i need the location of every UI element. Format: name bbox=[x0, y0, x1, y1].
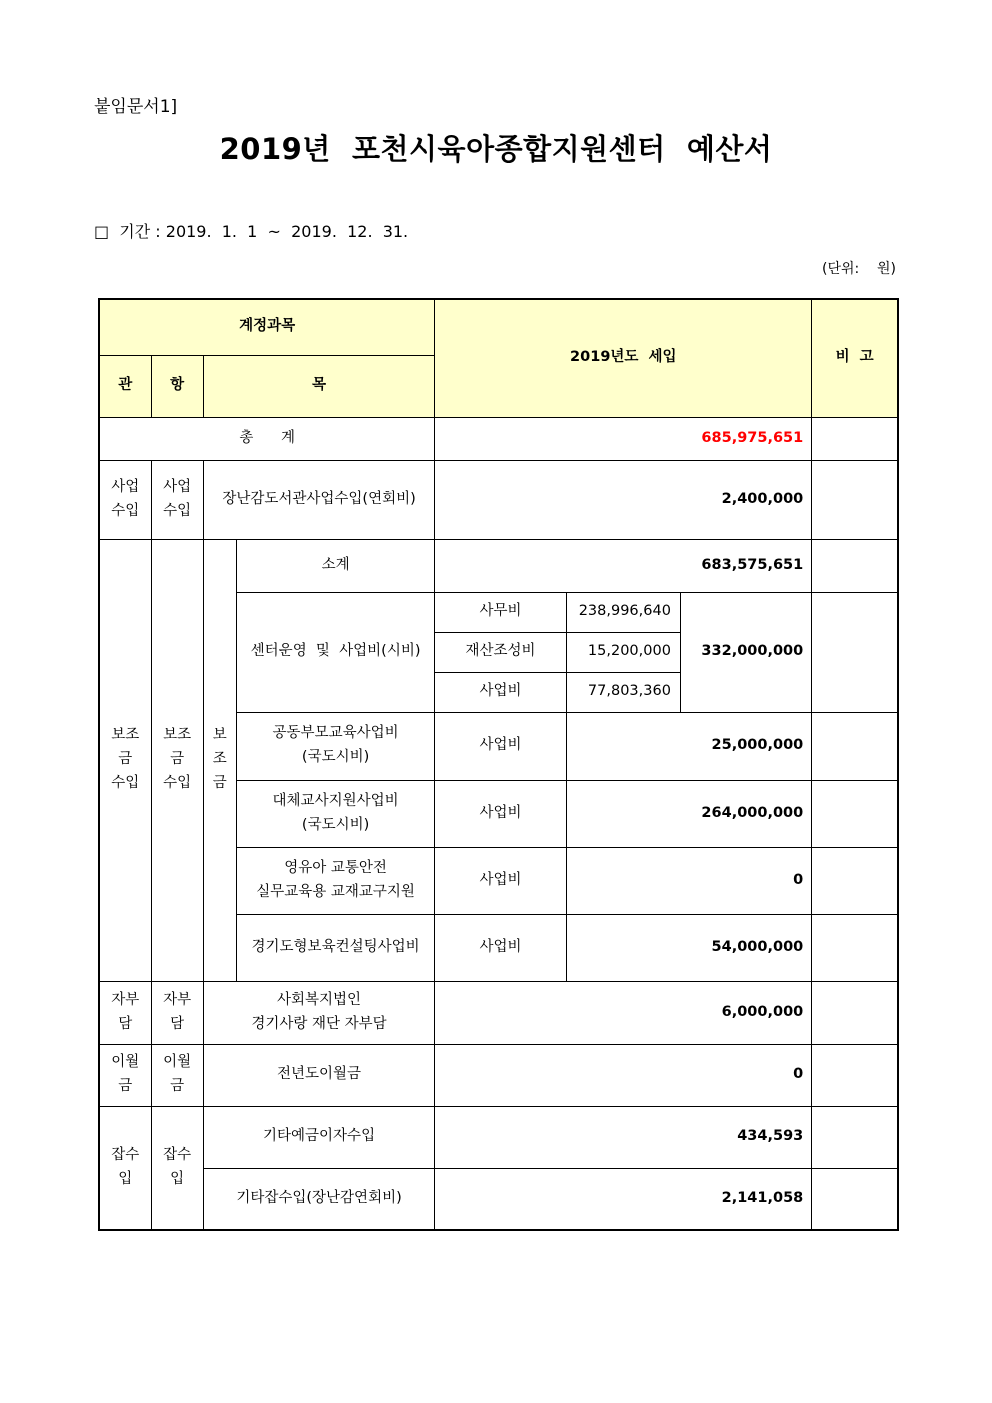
subsidy-subtotal-label: 소계 bbox=[236, 539, 435, 592]
carry-value: 0 bbox=[435, 1044, 812, 1106]
carry-mok: 전년도이월금 bbox=[203, 1044, 435, 1106]
misc-mok: 기타잡수입(장난감연회비) bbox=[203, 1168, 435, 1230]
subsidy-row-label: 경기도형보육컨설팅사업비 bbox=[236, 914, 435, 981]
subsidy-row-type: 사업비 bbox=[435, 914, 566, 981]
subsidy-subtotal-remark bbox=[812, 539, 898, 592]
header-revenue: 2019년도 세입 bbox=[435, 299, 812, 417]
subsidy-row-label: 대체교사지원사업비 (국도시비) bbox=[236, 780, 435, 847]
subsidy-gwan: 보조 금 수입 bbox=[99, 539, 151, 981]
center-item-value: 77,803,360 bbox=[566, 672, 680, 712]
subsidy-row-value: 54,000,000 bbox=[566, 914, 812, 981]
subsidy-row-type: 사업비 bbox=[435, 712, 566, 780]
subsidy-row-remark bbox=[812, 847, 898, 914]
subsidy-hang: 보조 금 수입 bbox=[151, 539, 203, 981]
subsidy-row-type: 사업비 bbox=[435, 780, 566, 847]
subsidy-row-value: 25,000,000 bbox=[566, 712, 812, 780]
misc-value: 2,141,058 bbox=[435, 1168, 812, 1230]
self-mok: 사회복지법인 경기사랑 재단 자부담 bbox=[203, 981, 435, 1044]
carry-hang: 이월 금 bbox=[151, 1044, 203, 1106]
subsidy-subtotal-value: 683,575,651 bbox=[435, 539, 812, 592]
budget-table bbox=[98, 298, 899, 1231]
header-mok: 목 bbox=[203, 355, 435, 417]
business-mok: 장난감도서관사업수입(연회비) bbox=[203, 460, 435, 539]
misc-value: 434,593 bbox=[435, 1106, 812, 1168]
header-gwan: 관 bbox=[99, 355, 151, 417]
subsidy-row-remark bbox=[812, 780, 898, 847]
business-hang: 사업 수입 bbox=[151, 460, 203, 539]
subsidy-row-value: 0 bbox=[566, 847, 812, 914]
total-value: 685,975,651 bbox=[435, 417, 812, 460]
center-item-name: 재산조성비 bbox=[435, 632, 566, 672]
unit-label: (단위: 원) bbox=[821, 261, 896, 277]
subsidy-row-label: 영유아 교통안전 실무교육용 교재교구지원 bbox=[236, 847, 435, 914]
carry-remark bbox=[812, 1044, 898, 1106]
business-gwan: 사업 수입 bbox=[99, 460, 151, 539]
self-remark bbox=[812, 981, 898, 1044]
business-value: 2,400,000 bbox=[435, 460, 812, 539]
total-label: 총 계 bbox=[99, 417, 435, 460]
center-item-value: 238,996,640 bbox=[566, 592, 680, 632]
self-value: 6,000,000 bbox=[435, 981, 812, 1044]
subsidy-row-remark bbox=[812, 712, 898, 780]
center-remark bbox=[812, 592, 898, 712]
budget-period: □ 기간 : 2019. 1. 1 ~ 2019. 12. 31. bbox=[94, 222, 409, 241]
misc-gwan: 잡수 입 bbox=[99, 1106, 151, 1230]
misc-hang: 잡수 입 bbox=[151, 1106, 203, 1230]
self-gwan: 자부 담 bbox=[99, 981, 151, 1044]
subsidy-row-label: 공동부모교육사업비 (국도시비) bbox=[236, 712, 435, 780]
center-label: 센터운영 및 사업비(시비) bbox=[236, 592, 435, 712]
subsidy-row-type: 사업비 bbox=[435, 847, 566, 914]
subsidy-sub: 보 조 금 bbox=[203, 539, 236, 981]
header-remark: 비 고 bbox=[812, 299, 898, 417]
carry-gwan: 이월 금 bbox=[99, 1044, 151, 1106]
misc-remark bbox=[812, 1106, 898, 1168]
center-item-name: 사무비 bbox=[435, 592, 566, 632]
center-item-name: 사업비 bbox=[435, 672, 566, 712]
document-title: 2019년 포천시육아종합지원센터 예산서 bbox=[219, 132, 773, 166]
header-hang: 항 bbox=[151, 355, 203, 417]
total-remark bbox=[812, 417, 898, 460]
misc-mok: 기타예금이자수입 bbox=[203, 1106, 435, 1168]
self-hang: 자부 담 bbox=[151, 981, 203, 1044]
header-account: 계정과목 bbox=[99, 299, 435, 355]
misc-remark bbox=[812, 1168, 898, 1230]
center-item-value: 15,200,000 bbox=[566, 632, 680, 672]
subsidy-row-value: 264,000,000 bbox=[566, 780, 812, 847]
subsidy-row-remark bbox=[812, 914, 898, 981]
attachment-label: 붙임문서1] bbox=[94, 97, 178, 117]
center-total-value: 332,000,000 bbox=[680, 592, 811, 712]
business-remark bbox=[812, 460, 898, 539]
